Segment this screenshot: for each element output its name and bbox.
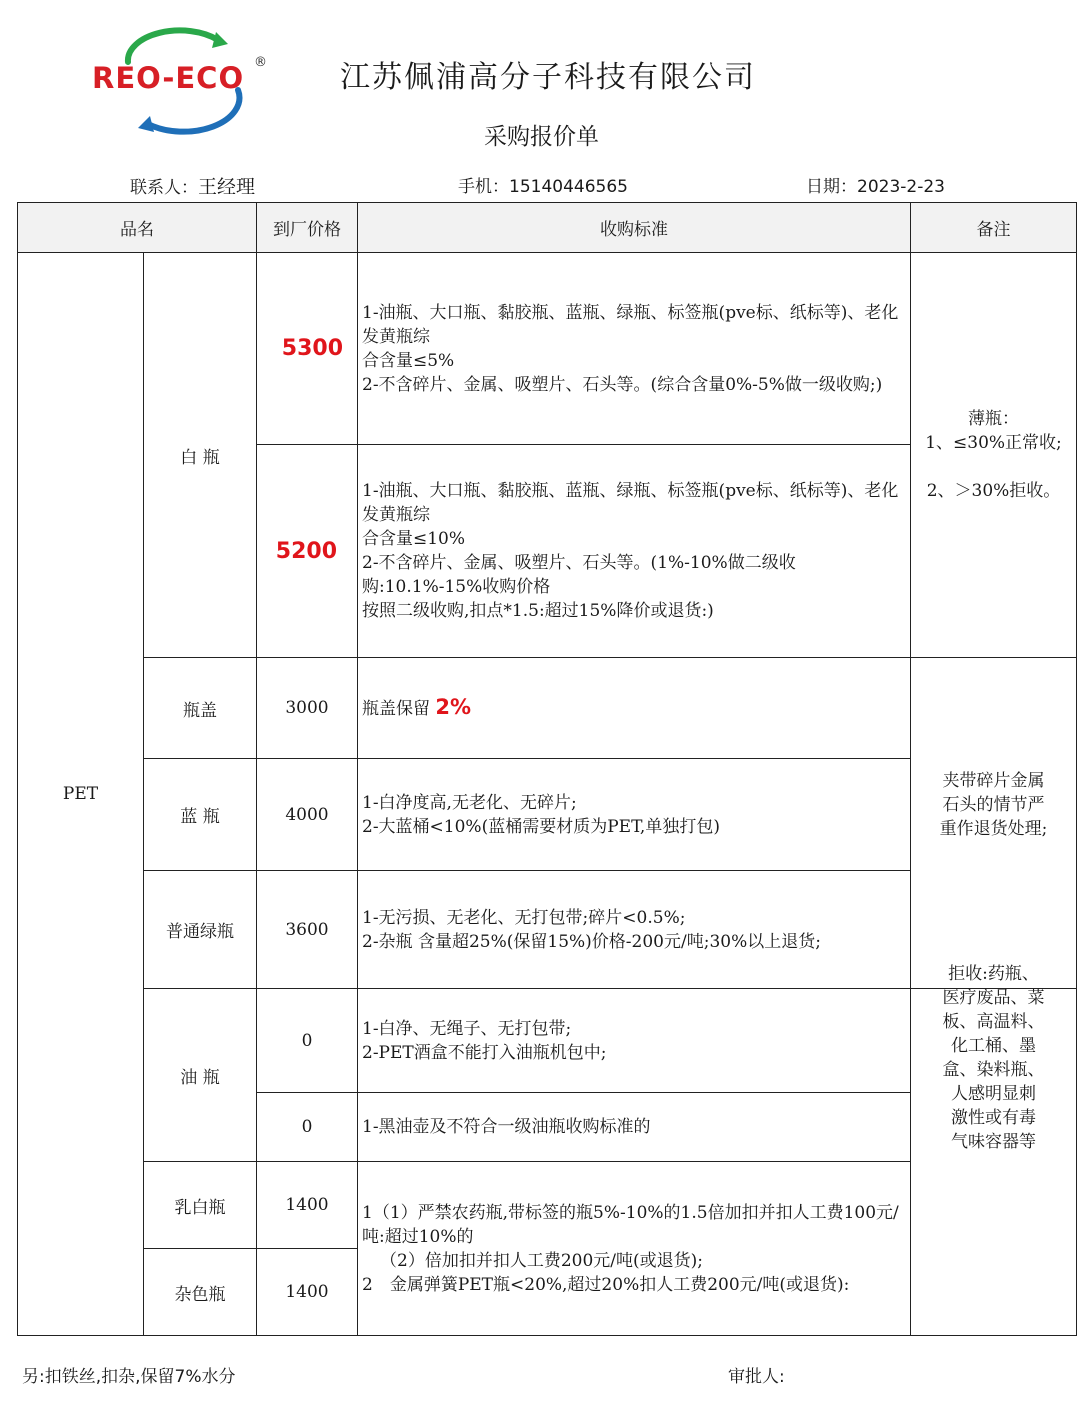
header-product: 品名 xyxy=(18,203,257,253)
contact-info xyxy=(130,172,255,199)
product-name: 白 瓶 xyxy=(144,253,257,658)
table-row xyxy=(18,253,1077,445)
remark-line: 拒收:药瓶、 xyxy=(948,964,1039,984)
table-row xyxy=(18,658,1077,759)
standard-line: 1（1）严禁农药瓶,带标签的瓶5%-10%的1.5倍加扣并扣人工费100元/吨:超过10%的 xyxy=(362,1202,899,1247)
date-value: 2023-2-23 xyxy=(857,177,945,197)
header-standard: 收购标准 xyxy=(358,203,911,253)
price-value: 4000 xyxy=(257,759,358,871)
standard-line: 1-油瓶、大口瓶、黏胶瓶、蓝瓶、绿瓶、标签瓶(pve标、纸标等)、老化发黄瓶综 xyxy=(362,302,899,347)
standard-cell xyxy=(358,989,911,1093)
price-value: 1400 xyxy=(257,1249,358,1336)
document-title: 采购报价单 xyxy=(484,124,599,150)
remark-line: 板、高温料、 xyxy=(942,1012,1045,1032)
standard-line: 购:10.1%-15%收购价格 xyxy=(362,577,551,597)
price-cell xyxy=(257,445,358,658)
product-name: 瓶盖 xyxy=(144,658,257,759)
price-value: 0 xyxy=(257,1093,358,1162)
price-value: 1400 xyxy=(257,1162,358,1249)
contact-value: 王经理 xyxy=(198,176,256,198)
approver-label: 审批人: xyxy=(728,1367,785,1387)
remark-line: 气味容器等 xyxy=(951,1132,1036,1152)
standard-line: 2-杂瓶 含量超25%(保留15%)价格-200元/吨;30%以上退货; xyxy=(362,931,821,952)
standard-line: 1-白净、无绳子、无打包带; xyxy=(362,1018,572,1039)
footer-note: 另:扣铁丝,扣杂,保留7%水分 xyxy=(22,1367,236,1387)
standard-line: 1-黑油壶及不符合一级油瓶收购标准的 xyxy=(362,1117,651,1137)
price-value: 0 xyxy=(257,989,358,1093)
standard-cell xyxy=(358,1093,911,1162)
standard-line: 2-大蓝桶<10%(蓝桶需要材质为PET,单独打包) xyxy=(362,816,720,837)
standard-cell xyxy=(358,871,911,989)
remark-line: 盒、染料瓶、 xyxy=(942,1060,1045,1080)
remark-line: 激性或有毒 xyxy=(951,1108,1036,1128)
category-cell: PET xyxy=(18,253,144,1336)
remark-line: 夹带碎片金属 xyxy=(942,771,1045,791)
standard-line: 合含量≤5% xyxy=(362,350,455,371)
header-remark: 备注 xyxy=(911,203,1077,253)
standard-highlight: 2% xyxy=(435,695,472,719)
standard-line: 1-油瓶、大口瓶、黏胶瓶、蓝瓶、绿瓶、标签瓶(pve标、纸标等)、老化发黄瓶综 xyxy=(362,481,899,525)
quotation-table xyxy=(17,202,1077,1336)
price-value: 5300 xyxy=(281,336,343,361)
price-cell xyxy=(257,253,358,445)
standard-line: 2-PET酒盒不能打入油瓶机包中; xyxy=(362,1042,607,1063)
shared-standard-cell xyxy=(358,1162,911,1336)
registered-mark: ® xyxy=(254,55,267,70)
standard-line: 2-不含碎片、金属、吸塑片、石头等。(1%-10%做二级收 xyxy=(362,553,796,573)
remark-mixed-contamination xyxy=(911,658,1077,989)
header-price: 到厂价格 xyxy=(257,203,358,253)
remark-line: 石头的情节严 xyxy=(942,795,1045,815)
standard-line: （2）倍加扣并扣人工费200元/吨(或退货); xyxy=(380,1250,703,1271)
product-name: 油 瓶 xyxy=(144,989,257,1162)
standard-line: 合含量≤10% xyxy=(362,529,466,549)
phone-value: 15140446565 xyxy=(509,177,628,197)
table-header-row xyxy=(18,203,1077,253)
product-name: 普通绿瓶 xyxy=(144,871,257,989)
standard-line: 1-白净度高,无老化、无碎片; xyxy=(362,792,577,813)
phone-info xyxy=(458,172,628,197)
standard-line: 2 金属弹簧PET瓶<20%,超过20%扣人工费200元/吨(或退货): xyxy=(362,1274,850,1295)
price-value: 3000 xyxy=(257,658,358,759)
remark-rejected-items xyxy=(911,964,1077,1336)
remark-line: 薄瓶： xyxy=(968,409,1019,429)
remark-line: 1、≤30%正常收; xyxy=(925,433,1062,453)
company-logo xyxy=(88,24,278,136)
standard-line: 瓶盖保留 xyxy=(362,699,430,719)
remark-line: 2、＞30%拒收。 xyxy=(926,481,1061,501)
remark-line: 化工桶、墨 xyxy=(951,1036,1036,1056)
standard-line: 1-无污损、无老化、无打包带;碎片<0.5%; xyxy=(362,907,686,928)
product-name: 杂色瓶 xyxy=(144,1249,257,1336)
contact-label: 联系人： xyxy=(130,178,198,198)
table-row xyxy=(18,989,1077,1093)
standard-line: 2-不含碎片、金属、吸塑片、石头等。(综合含量0%-5%做一级收购;) xyxy=(362,374,883,395)
remark-thin-bottles xyxy=(911,253,1077,658)
date-info xyxy=(806,172,945,197)
company-name: 江苏佩浦高分子科技有限公司 xyxy=(340,60,756,95)
logo-text: REO-ECO xyxy=(92,61,245,95)
date-label: 日期： xyxy=(806,177,857,197)
remark-line: 医疗废品、菜 xyxy=(942,988,1045,1008)
standard-line: 按照二级收购,扣点*1.5:超过15%降价或退货:) xyxy=(362,601,714,621)
standard-cell xyxy=(358,658,911,759)
standard-cell xyxy=(358,759,911,871)
price-value: 3600 xyxy=(257,871,358,989)
price-value: 5200 xyxy=(275,538,337,564)
product-name: 蓝 瓶 xyxy=(144,759,257,871)
phone-label: 手机： xyxy=(458,177,509,197)
remark-line: 人感明显刺 xyxy=(951,1084,1036,1104)
product-name: 乳白瓶 xyxy=(144,1162,257,1249)
remark-line: 重作退货处理; xyxy=(939,819,1048,839)
standard-cell xyxy=(358,253,911,445)
standard-cell xyxy=(358,445,911,658)
